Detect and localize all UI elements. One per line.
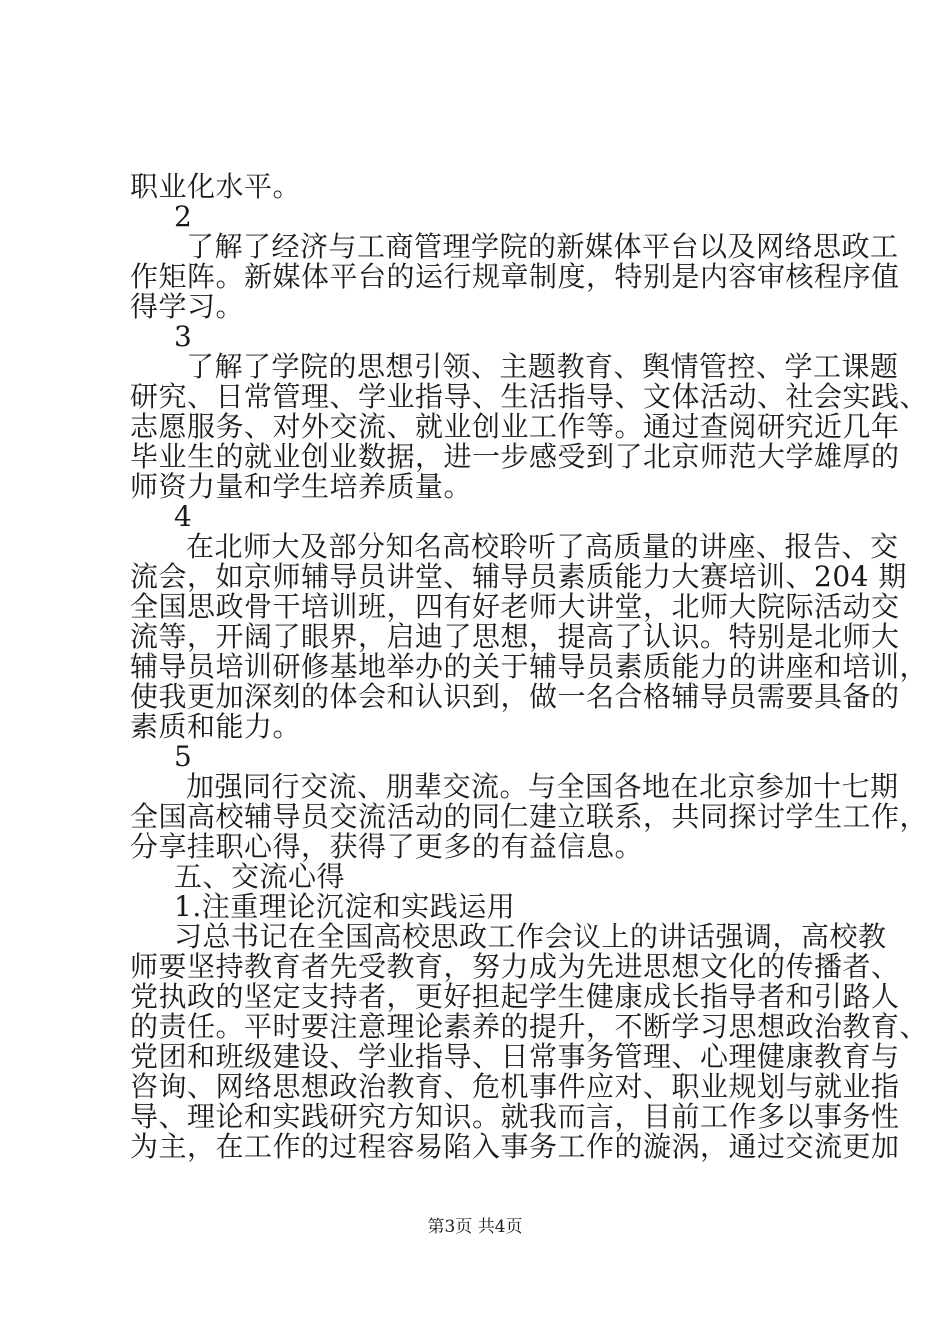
text-line: 1.注重理论沉淀和实践运用 xyxy=(174,890,516,923)
text-line: 使我更加深刻的体会和认识到，做一名合格辅导员需要具备的 xyxy=(130,680,900,713)
text-line: 了解了经济与工商管理学院的新媒体平台以及网络思政工 xyxy=(186,230,899,263)
text-line: 党执政的坚定支持者，更好担起学生健康成长指导者和引路人 xyxy=(130,980,900,1013)
text-line: 习总书记在全国高校思政工作会议上的讲话强调，高校教 xyxy=(174,920,887,953)
text-line: 流等，开阔了眼界，启迪了思想，提高了认识。特别是北师大 xyxy=(130,620,900,653)
text-line: 导、理论和实践研究方知识。就我而言，目前工作多以事务性 xyxy=(130,1100,900,1133)
text-line: 在北师大及部分知名高校聆听了高质量的讲座、报告、交 xyxy=(186,530,899,563)
page-footer: 第3页 共4页 xyxy=(427,1217,523,1237)
text-line: 2 xyxy=(174,200,193,233)
text-line: 毕业生的就业创业数据，进一步感受到了北京师范大学雄厚的 xyxy=(130,440,900,473)
text-line: 职业化水平。 xyxy=(130,170,302,203)
text-line: 得学习。 xyxy=(130,290,245,323)
text-line: 为主，在工作的过程容易陷入事务工作的漩涡，通过交流更加 xyxy=(130,1130,900,1163)
text-line: 咨询、网络思想政治教育、危机事件应对、职业规划与就业指 xyxy=(130,1070,900,1103)
text-line: 作矩阵。新媒体平台的运行规章制度，特别是内容审核程序值 xyxy=(130,260,900,293)
text-line: 师要坚持教育者先受教育，努力成为先进思想文化的传播者、 xyxy=(130,950,900,983)
text-line: 3 xyxy=(174,320,193,353)
text-line: 党团和班级建设、学业指导、日常事务管理、心理健康教育与 xyxy=(130,1040,900,1073)
text-line: 全国思政骨干培训班，四有好老师大讲堂，北师大院际活动交 xyxy=(130,590,900,623)
text-line: 4 xyxy=(174,500,193,533)
text-line: 素质和能力。 xyxy=(130,710,302,743)
text-line: 分享挂职心得，获得了更多的有益信息。 xyxy=(130,830,644,863)
text-line: 研究、日常管理、学业指导、生活指导、文体活动、社会实践、 xyxy=(130,380,929,413)
text-line: 5 xyxy=(174,740,193,773)
text-line: 加强同行交流、朋辈交流。与全国各地在北京参加十七期 xyxy=(186,770,899,803)
text-line: 志愿服务、对外交流、就业创业工作等。通过查阅研究近几年 xyxy=(130,410,900,443)
text-line: 全国高校辅导员交流活动的同仁建立联系，共同探讨学生工作， xyxy=(130,800,929,833)
text-line: 辅导员培训研修基地举办的关于辅导员素质能力的讲座和培训， xyxy=(130,650,929,683)
text-line: 流会，如京师辅导员讲堂、辅导员素质能力大赛培训、204 期 xyxy=(130,560,907,593)
text-line: 师资力量和学生培养质量。 xyxy=(130,470,473,503)
text-line: 的责任。平时要注意理论素养的提升，不断学习思想政治教育、 xyxy=(130,1010,929,1043)
text-line: 了解了学院的思想引领、主题教育、舆情管控、学工课题 xyxy=(186,350,899,383)
document-body xyxy=(130,170,929,1163)
text-line: 五、交流心得 xyxy=(174,860,346,893)
